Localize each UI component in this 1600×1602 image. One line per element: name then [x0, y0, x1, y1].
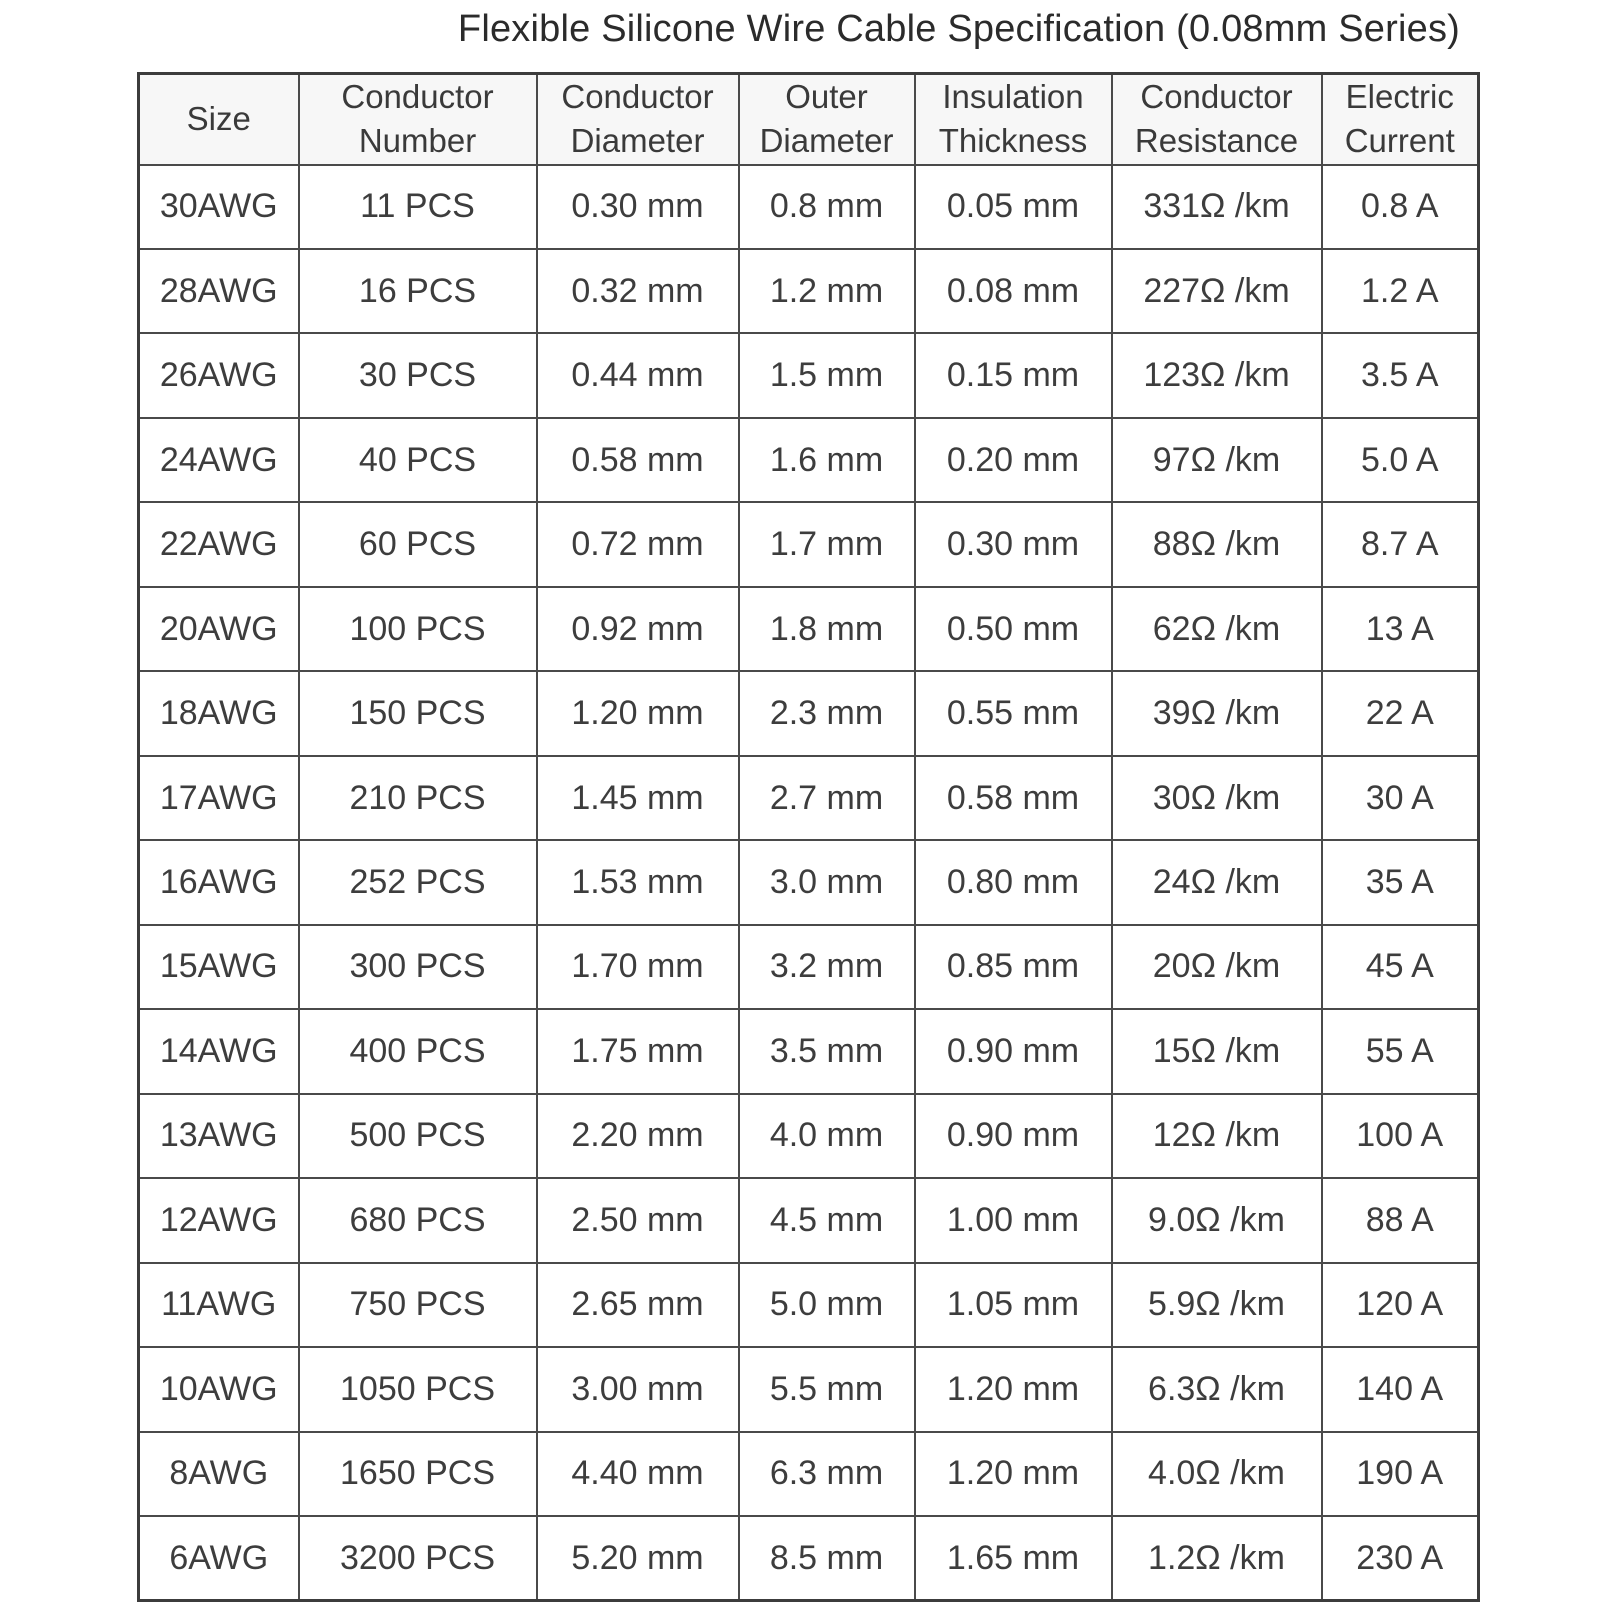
table-row	[139, 502, 1479, 586]
cell-electric-current: 45 A	[1322, 925, 1479, 1009]
spec-table	[137, 72, 1480, 1602]
cell-conductor-diameter: 2.20 mm	[537, 1094, 739, 1178]
cell-electric-current: 190 A	[1322, 1432, 1479, 1516]
cell-outer-diameter: 2.3 mm	[739, 671, 915, 755]
cell-conductor-number: 210 PCS	[299, 756, 537, 840]
cell-conductor-number: 750 PCS	[299, 1263, 537, 1347]
cell-electric-current: 35 A	[1322, 840, 1479, 924]
cell-conductor-resistance: 9.0Ω /km	[1112, 1178, 1322, 1262]
column-header-line2: Current	[1344, 122, 1455, 160]
column-header-line1: Conductor	[341, 78, 494, 116]
cell-electric-current: 30 A	[1322, 756, 1479, 840]
cell-size: 8AWG	[139, 1432, 299, 1516]
cell-outer-diameter: 5.5 mm	[739, 1347, 915, 1431]
cell-conductor-resistance: 30Ω /km	[1112, 756, 1322, 840]
cell-insulation-thickness: 1.20 mm	[915, 1347, 1112, 1431]
cell-outer-diameter: 6.3 mm	[739, 1432, 915, 1516]
column-header-outer-diameter	[739, 74, 915, 165]
cell-electric-current: 88 A	[1322, 1178, 1479, 1262]
cell-insulation-thickness: 0.30 mm	[915, 502, 1112, 586]
cell-size: 17AWG	[139, 756, 299, 840]
cell-conductor-diameter: 0.92 mm	[537, 587, 739, 671]
cell-insulation-thickness: 0.85 mm	[915, 925, 1112, 1009]
cell-electric-current: 55 A	[1322, 1009, 1479, 1093]
cell-conductor-diameter: 2.50 mm	[537, 1178, 739, 1262]
table-body	[139, 165, 1479, 1601]
cell-electric-current: 230 A	[1322, 1516, 1479, 1601]
table-row	[139, 333, 1479, 417]
table-row	[139, 1094, 1479, 1178]
cell-electric-current: 140 A	[1322, 1347, 1479, 1431]
cell-conductor-number: 500 PCS	[299, 1094, 537, 1178]
cell-electric-current: 120 A	[1322, 1263, 1479, 1347]
cell-insulation-thickness: 0.80 mm	[915, 840, 1112, 924]
cell-conductor-diameter: 0.58 mm	[537, 418, 739, 502]
table-row	[139, 249, 1479, 333]
cell-outer-diameter: 1.7 mm	[739, 502, 915, 586]
column-header-line1: Outer	[785, 78, 868, 116]
column-header-line2: Thickness	[938, 122, 1088, 160]
cell-conductor-diameter: 2.65 mm	[537, 1263, 739, 1347]
cell-size: 22AWG	[139, 502, 299, 586]
table-row	[139, 840, 1479, 924]
cell-conductor-diameter: 0.44 mm	[537, 333, 739, 417]
cell-conductor-number: 300 PCS	[299, 925, 537, 1009]
cell-conductor-resistance: 88Ω /km	[1112, 502, 1322, 586]
table-row	[139, 587, 1479, 671]
cell-conductor-diameter: 1.45 mm	[537, 756, 739, 840]
cell-conductor-resistance: 15Ω /km	[1112, 1009, 1322, 1093]
cell-electric-current: 100 A	[1322, 1094, 1479, 1178]
page-title: Flexible Silicone Wire Cable Specification (0.08mm Series)	[457, 8, 1460, 50]
cell-conductor-diameter: 3.00 mm	[537, 1347, 739, 1431]
cell-electric-current: 13 A	[1322, 587, 1479, 671]
cell-outer-diameter: 5.0 mm	[739, 1263, 915, 1347]
cell-conductor-resistance: 123Ω /km	[1112, 333, 1322, 417]
header-row	[139, 74, 1479, 165]
cell-size: 20AWG	[139, 587, 299, 671]
column-header-conductor-diameter	[537, 74, 739, 165]
cell-outer-diameter: 1.6 mm	[739, 418, 915, 502]
table-row	[139, 671, 1479, 755]
cell-conductor-resistance: 1.2Ω /km	[1112, 1516, 1322, 1601]
table-header	[139, 74, 1479, 165]
cell-conductor-number: 30 PCS	[299, 333, 537, 417]
cell-conductor-diameter: 1.75 mm	[537, 1009, 739, 1093]
cell-outer-diameter: 3.2 mm	[739, 925, 915, 1009]
cell-conductor-number: 252 PCS	[299, 840, 537, 924]
cell-conductor-number: 16 PCS	[299, 249, 537, 333]
cell-insulation-thickness: 0.15 mm	[915, 333, 1112, 417]
cell-conductor-diameter: 5.20 mm	[537, 1516, 739, 1601]
cell-outer-diameter: 4.5 mm	[739, 1178, 915, 1262]
cell-conductor-resistance: 227Ω /km	[1112, 249, 1322, 333]
column-header-size	[139, 74, 299, 165]
cell-conductor-resistance: 4.0Ω /km	[1112, 1432, 1322, 1516]
cell-insulation-thickness: 1.20 mm	[915, 1432, 1112, 1516]
cell-insulation-thickness: 0.55 mm	[915, 671, 1112, 755]
cell-size: 12AWG	[139, 1178, 299, 1262]
column-header-insulation-thickness	[915, 74, 1112, 165]
cell-size: 16AWG	[139, 840, 299, 924]
column-header-line2: Number	[358, 122, 477, 160]
table-row	[139, 1432, 1479, 1516]
cell-conductor-diameter: 0.30 mm	[537, 165, 739, 249]
cell-conductor-diameter: 4.40 mm	[537, 1432, 739, 1516]
cell-outer-diameter: 8.5 mm	[739, 1516, 915, 1601]
cell-conductor-number: 3200 PCS	[299, 1516, 537, 1601]
cell-size: 11AWG	[139, 1263, 299, 1347]
cell-conductor-resistance: 97Ω /km	[1112, 418, 1322, 502]
cell-insulation-thickness: 0.50 mm	[915, 587, 1112, 671]
cell-insulation-thickness: 0.58 mm	[915, 756, 1112, 840]
cell-electric-current: 22 A	[1322, 671, 1479, 755]
table-row	[139, 756, 1479, 840]
cell-outer-diameter: 2.7 mm	[739, 756, 915, 840]
column-header-line1: Conductor	[1140, 78, 1293, 116]
cell-conductor-number: 150 PCS	[299, 671, 537, 755]
cell-conductor-resistance: 20Ω /km	[1112, 925, 1322, 1009]
table-row	[139, 418, 1479, 502]
cell-electric-current: 3.5 A	[1322, 333, 1479, 417]
column-header-conductor-resistance	[1112, 74, 1322, 165]
column-header-line1: Insulation	[942, 78, 1084, 116]
cell-electric-current: 0.8 A	[1322, 165, 1479, 249]
cell-conductor-diameter: 1.20 mm	[537, 671, 739, 755]
cell-size: 15AWG	[139, 925, 299, 1009]
table-row	[139, 1347, 1479, 1431]
cell-insulation-thickness: 0.05 mm	[915, 165, 1112, 249]
cell-conductor-number: 680 PCS	[299, 1178, 537, 1262]
cell-insulation-thickness: 1.65 mm	[915, 1516, 1112, 1601]
cell-conductor-resistance: 331Ω /km	[1112, 165, 1322, 249]
cell-conductor-number: 400 PCS	[299, 1009, 537, 1093]
table-row	[139, 165, 1479, 249]
cell-conductor-diameter: 0.72 mm	[537, 502, 739, 586]
cell-insulation-thickness: 1.05 mm	[915, 1263, 1112, 1347]
cell-electric-current: 8.7 A	[1322, 502, 1479, 586]
table-row	[139, 1263, 1479, 1347]
cell-conductor-number: 60 PCS	[299, 502, 537, 586]
cell-size: 10AWG	[139, 1347, 299, 1431]
column-header-conductor-number	[299, 74, 537, 165]
cell-outer-diameter: 1.2 mm	[739, 249, 915, 333]
column-header-line2: Diameter	[759, 122, 894, 160]
cell-size: 18AWG	[139, 671, 299, 755]
cell-conductor-resistance: 62Ω /km	[1112, 587, 1322, 671]
column-header-line2: Diameter	[570, 122, 705, 160]
column-header-line2: Resistance	[1134, 122, 1299, 160]
cell-conductor-diameter: 0.32 mm	[537, 249, 739, 333]
table-row	[139, 925, 1479, 1009]
cell-conductor-number: 40 PCS	[299, 418, 537, 502]
cell-conductor-diameter: 1.53 mm	[537, 840, 739, 924]
cell-outer-diameter: 3.5 mm	[739, 1009, 915, 1093]
cell-outer-diameter: 3.0 mm	[739, 840, 915, 924]
cell-insulation-thickness: 0.20 mm	[915, 418, 1112, 502]
cell-conductor-number: 1050 PCS	[299, 1347, 537, 1431]
cell-outer-diameter: 0.8 mm	[739, 165, 915, 249]
cell-size: 24AWG	[139, 418, 299, 502]
cell-insulation-thickness: 0.08 mm	[915, 249, 1112, 333]
cell-conductor-diameter: 1.70 mm	[537, 925, 739, 1009]
cell-size: 26AWG	[139, 333, 299, 417]
cell-outer-diameter: 1.5 mm	[739, 333, 915, 417]
cell-size: 30AWG	[139, 165, 299, 249]
cell-conductor-number: 1650 PCS	[299, 1432, 537, 1516]
column-header-line1: Electric	[1345, 78, 1454, 116]
cell-outer-diameter: 1.8 mm	[739, 587, 915, 671]
cell-electric-current: 1.2 A	[1322, 249, 1479, 333]
cell-conductor-number: 11 PCS	[299, 165, 537, 249]
cell-conductor-number: 100 PCS	[299, 587, 537, 671]
column-header-line1: Size	[186, 100, 251, 138]
cell-conductor-resistance: 39Ω /km	[1112, 671, 1322, 755]
cell-insulation-thickness: 0.90 mm	[915, 1009, 1112, 1093]
table-row	[139, 1009, 1479, 1093]
cell-electric-current: 5.0 A	[1322, 418, 1479, 502]
cell-size: 28AWG	[139, 249, 299, 333]
cell-conductor-resistance: 12Ω /km	[1112, 1094, 1322, 1178]
cell-conductor-resistance: 6.3Ω /km	[1112, 1347, 1322, 1431]
cell-insulation-thickness: 1.00 mm	[915, 1178, 1112, 1262]
column-header-electric-current	[1322, 74, 1479, 165]
cell-conductor-resistance: 5.9Ω /km	[1112, 1263, 1322, 1347]
cell-outer-diameter: 4.0 mm	[739, 1094, 915, 1178]
column-header-line1: Conductor	[561, 78, 714, 116]
table-row	[139, 1178, 1479, 1262]
cell-size: 13AWG	[139, 1094, 299, 1178]
table-row	[139, 1516, 1479, 1601]
cell-insulation-thickness: 0.90 mm	[915, 1094, 1112, 1178]
cell-conductor-resistance: 24Ω /km	[1112, 840, 1322, 924]
cell-size: 6AWG	[139, 1516, 299, 1601]
cell-size: 14AWG	[139, 1009, 299, 1093]
